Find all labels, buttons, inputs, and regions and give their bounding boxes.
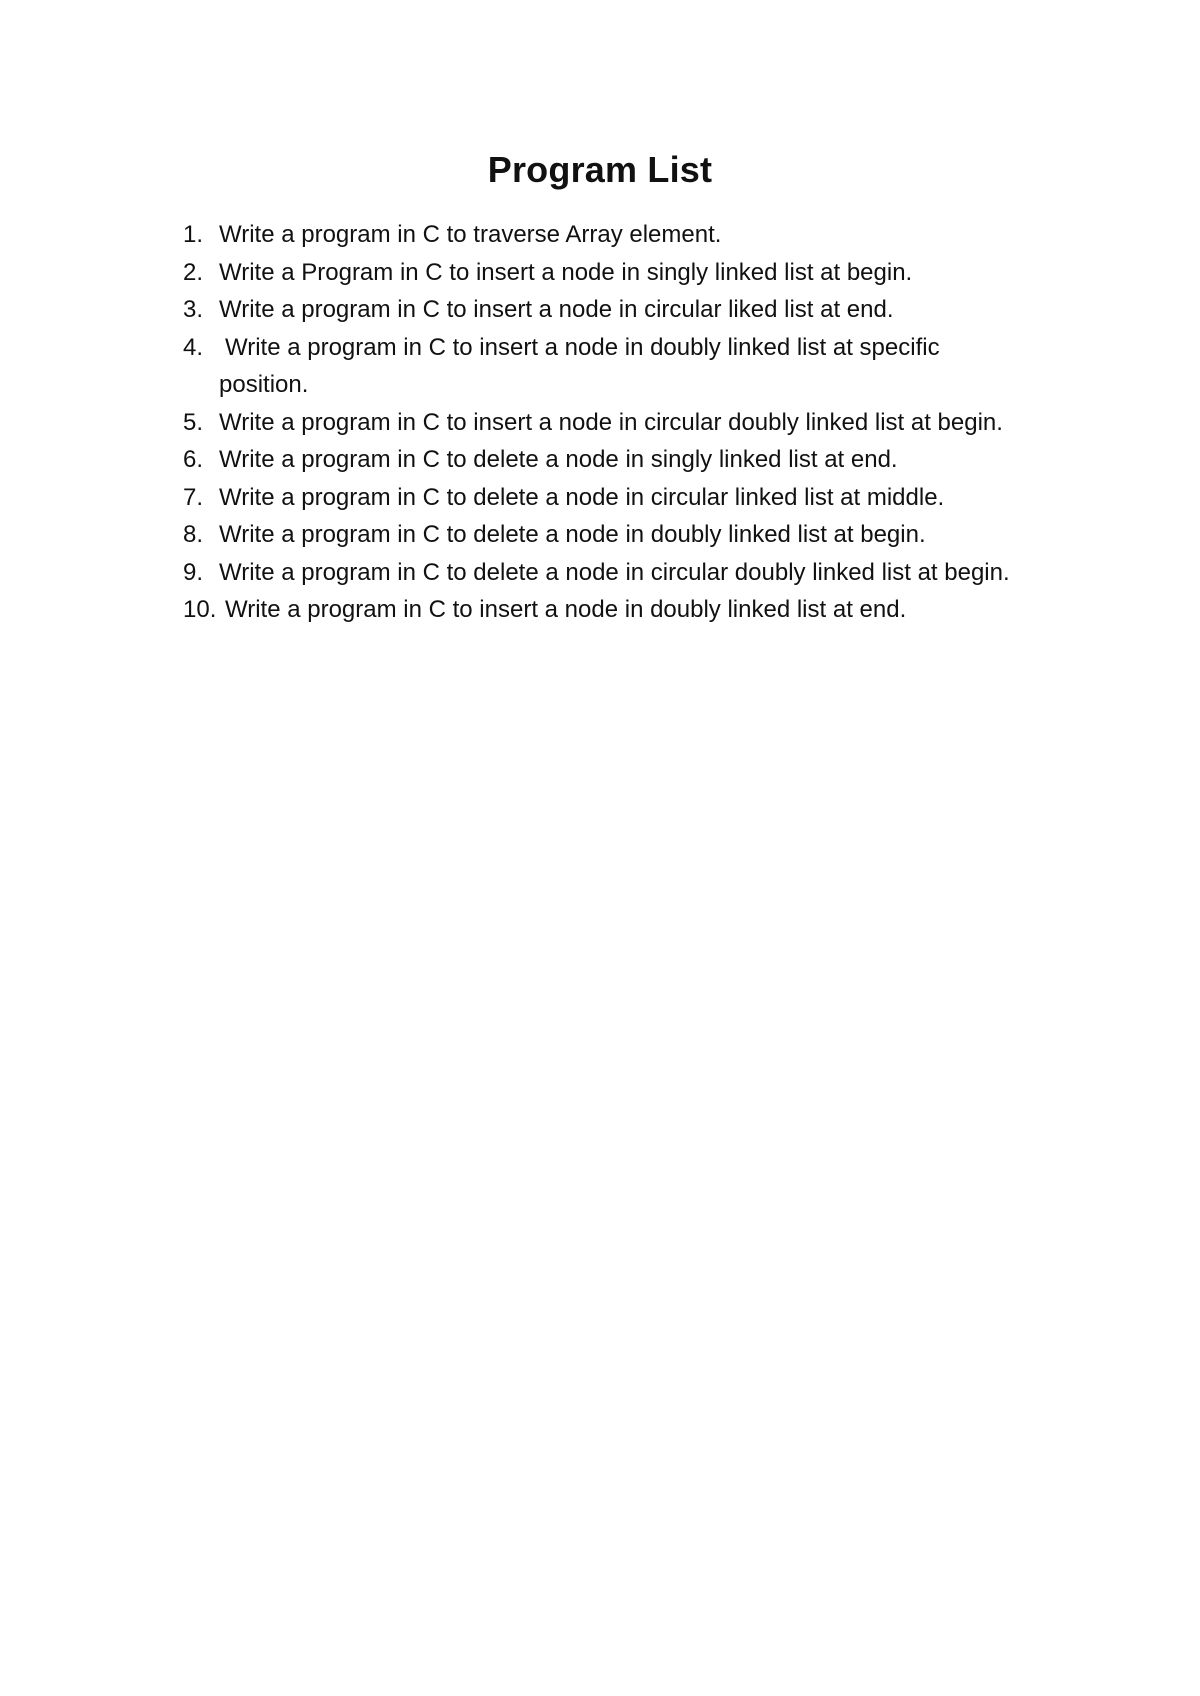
list-item-text: Write a program in C to delete a node in circular doubly linked list at begin. bbox=[219, 558, 1010, 586]
list-item-text: Write a program in C to delete a node in doubly linked list at begin. bbox=[219, 521, 926, 548]
page-title: Program List bbox=[487, 149, 713, 190]
list-item-text: Write a program in C to traverse Array element. bbox=[219, 221, 722, 248]
list-item-number: 9. bbox=[183, 558, 204, 586]
list-item bbox=[183, 216, 1023, 254]
list-item bbox=[183, 516, 1023, 554]
list-item-number: 10. bbox=[183, 596, 217, 623]
list-item-number: 7. bbox=[183, 483, 204, 511]
list-item-text: Write a program in C to insert a node in circular liked list at end. bbox=[219, 296, 894, 323]
list-item-number: 4. bbox=[183, 333, 204, 361]
list-item-text: Write a program in C to insert a node in doubly linked list at specific position. bbox=[219, 333, 940, 398]
list-item-text: Write a program in C to delete a node in singly linked list at end. bbox=[219, 446, 898, 473]
list-item-number: 6. bbox=[183, 446, 204, 473]
list-item-number: 5. bbox=[183, 408, 204, 436]
program-list bbox=[183, 216, 1023, 629]
list-item-number: 3. bbox=[183, 296, 204, 323]
list-item-text: Write a program in C to insert a node in circular doubly linked list at begin. bbox=[219, 408, 1003, 436]
list-item-text: Write a program in C to insert a node in doubly linked list at end. bbox=[225, 596, 907, 623]
list-item bbox=[183, 329, 1023, 404]
list-item-text: Write a program in C to delete a node in circular linked list at middle. bbox=[219, 483, 945, 511]
list-item bbox=[183, 291, 1023, 329]
list-item-number: 2. bbox=[183, 258, 204, 286]
list-item-number: 1. bbox=[183, 221, 204, 248]
list-item-number: 8. bbox=[183, 521, 204, 548]
list-item bbox=[183, 441, 1023, 479]
list-item bbox=[183, 254, 1023, 292]
list-item-text: Write a Program in C to insert a node in singly linked list at begin. bbox=[219, 258, 913, 286]
list-item bbox=[183, 404, 1023, 442]
list-item bbox=[183, 591, 1023, 629]
list-item bbox=[183, 479, 1023, 517]
list-item bbox=[183, 554, 1023, 592]
